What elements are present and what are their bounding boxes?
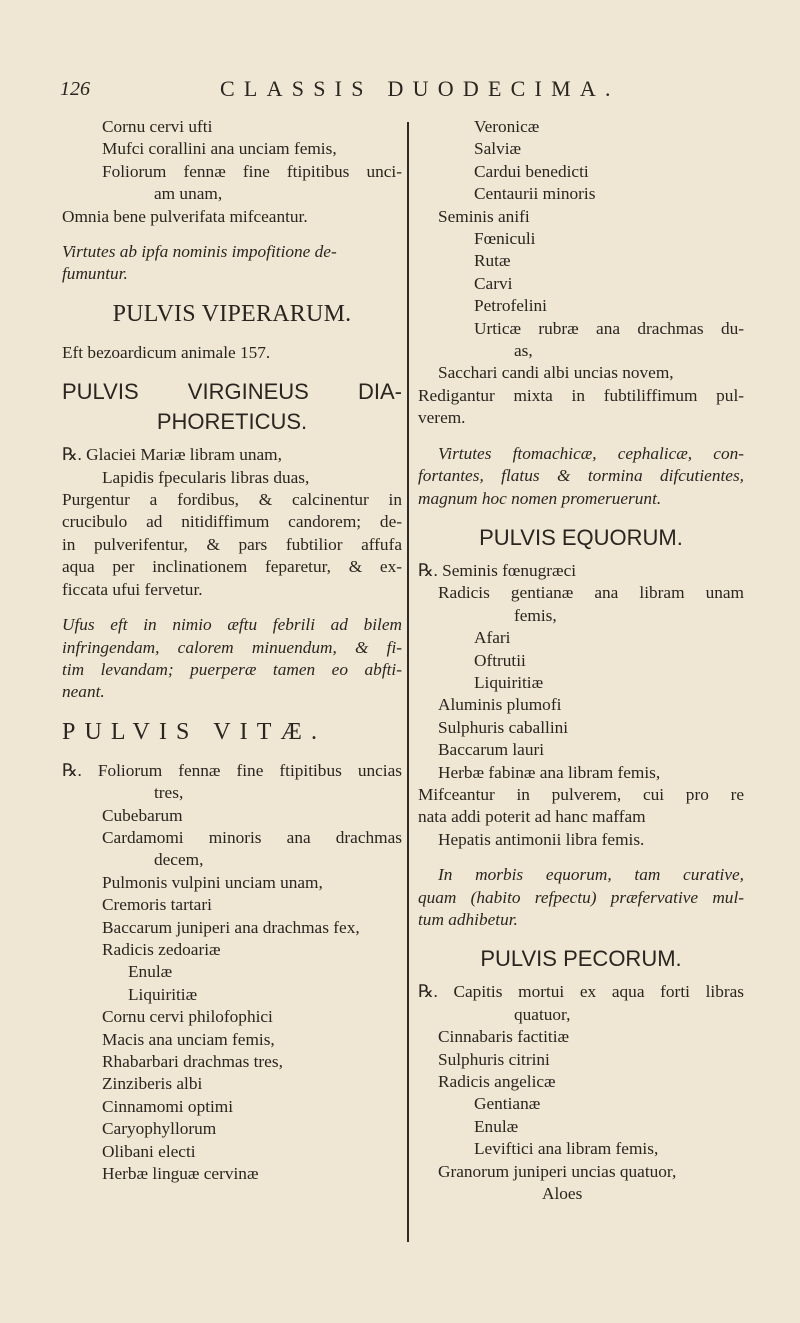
spacer — [62, 228, 402, 241]
text-line: Redigantur mixta in fubtiliffimum pul- — [418, 385, 744, 405]
text-line: Gentianæ — [474, 1094, 541, 1114]
text-line: Afari — [474, 628, 511, 648]
text-line: ℞. Seminis fœnugræci — [418, 560, 577, 580]
text-line: Baccarum lauri — [438, 740, 545, 760]
text-line: Enulæ — [474, 1116, 519, 1136]
text-line: ℞. Capitis mortui ex aqua forti libras — [418, 982, 744, 1002]
text-line: Granorum juniperi uncias quatuor, — [438, 1161, 677, 1181]
text-line: Radicis angelicæ — [438, 1072, 556, 1092]
section-heading: PHORETICUS. — [156, 409, 308, 435]
text-line: verem. — [418, 408, 466, 428]
spacer — [418, 553, 744, 560]
text-line: Fœniculi — [474, 229, 536, 249]
text-line: quatuor, — [514, 1004, 571, 1024]
text-line: Mufci corallini ana unciam femis, — [102, 139, 337, 159]
text-line: Cinnamomi optimi — [102, 1096, 234, 1116]
text-line: Petrofelini — [474, 296, 547, 316]
spacer — [62, 437, 402, 444]
text-line: Cubebarum — [102, 805, 183, 825]
text-line: ficcata ufui fervetur. — [62, 579, 203, 599]
text-line: Lapidis fpecularis libras duas, — [102, 467, 310, 487]
text-line: quam (habito refpectu) præfervative mul- — [418, 887, 744, 907]
text-line: Virtutes ab ipfa nominis impofitione de- — [62, 242, 337, 262]
text-line: fortantes, flatus & tormina difcutientes, — [418, 466, 744, 486]
text-line: Olibani electi — [102, 1141, 196, 1161]
section-heading: PULVIS VIPERARUM. — [112, 300, 352, 327]
spacer — [418, 851, 744, 864]
text-line: Cremoris tartari — [102, 895, 212, 915]
section-heading: PULVIS VITÆ. — [62, 718, 327, 745]
text-line: fumuntur. — [62, 264, 128, 284]
text-line: Enulæ — [128, 962, 173, 982]
text-line: decem, — [154, 850, 204, 870]
text-line: Hepatis antimonii libra femis. — [438, 829, 645, 849]
text-line: Zinziberis albi — [102, 1074, 203, 1094]
text-line: Centaurii minoris — [474, 184, 596, 204]
text-line: Foliorum fennæ fine ftipitibus unci- — [102, 161, 402, 181]
spacer — [62, 747, 402, 760]
text-line: ℞. Foliorum fennæ fine ftipitibus uncias — [62, 760, 402, 780]
text-line: Ufus eft in nimio æftu febrili ad bilem — [62, 615, 402, 635]
section-heading: PULVIS EQUORUM. — [479, 524, 683, 550]
text-line: crucibulo ad nitidiffimum candorem; de- — [62, 512, 402, 532]
spacer — [62, 364, 402, 377]
spacer — [418, 510, 744, 523]
text-line: aqua per inclinationem feparetur, & ex- — [62, 557, 402, 577]
text-line: Cinnabaris factitiæ — [438, 1027, 570, 1047]
text-line: Baccarum juniperi ana drachmas fex, — [102, 917, 360, 937]
text-line: Seminis anifi — [438, 206, 530, 226]
text-line: Macis ana unciam femis, — [102, 1029, 275, 1049]
page-header — [60, 78, 750, 108]
text-line: Cornu cervi ufti — [102, 117, 213, 136]
text-line: Urticæ rubræ ana drachmas du- — [474, 318, 744, 338]
left-column — [62, 116, 402, 1185]
section-heading: PULVIS PECORUM. — [480, 946, 682, 972]
section-heading: PULVIS VIRGINEUS DIA- — [62, 379, 402, 405]
text-line: Sacchari candi albi uncias novem, — [438, 363, 674, 383]
text-line: as, — [514, 341, 533, 361]
page-number: 126 — [60, 78, 90, 100]
text-line: Virtutes ftomachicæ, cephalicæ, con- — [438, 443, 744, 463]
text-line: Carvi — [474, 273, 513, 293]
text-line: Aluminis plumofi — [438, 695, 562, 715]
text-line: Pulmonis vulpini unciam unam, — [102, 872, 323, 892]
spacer — [62, 329, 402, 342]
text-line: Liquiritiæ — [474, 672, 544, 692]
text-line: Mifceantur in pulverem, cui pro re — [418, 784, 744, 804]
text-line: Aloes — [542, 1184, 583, 1204]
text-line: Herbæ fabinæ ana libram femis, — [438, 762, 661, 782]
spacer — [418, 974, 744, 981]
spacer — [62, 286, 402, 299]
text-line: Veronicæ — [474, 117, 540, 136]
text-line: Leviftici ana libram femis, — [474, 1139, 659, 1159]
text-line: ℞. Glaciei Mariæ libram unam, — [62, 445, 282, 465]
text-line: Radicis gentianæ ana libram unam — [438, 583, 744, 603]
text-line: Oftrutii — [474, 650, 526, 670]
text-line: tim levandam; puerperæ tamen eo abfti- — [62, 659, 402, 679]
text-line: Sulphuris caballini — [438, 717, 569, 737]
text-line: neant. — [62, 682, 105, 702]
right-column — [418, 116, 744, 1205]
spacer — [418, 430, 744, 443]
text-line: Rhabarbari drachmas tres, — [102, 1052, 283, 1071]
text-line: Cornu cervi philofophici — [102, 1007, 273, 1027]
text-line: Caryophyllorum — [102, 1119, 217, 1139]
text-line: Salviæ — [474, 139, 522, 159]
text-line: femis, — [514, 605, 557, 625]
text-line: Herbæ linguæ cervinæ — [102, 1164, 259, 1184]
running-head: CLASSIS DUODECIMA. — [220, 76, 620, 101]
text-line: Rutæ — [474, 251, 511, 271]
text-line: infringendam, calorem minuendum, & fi- — [62, 637, 402, 657]
text-line: am unam, — [154, 184, 223, 204]
text-line: Sulphuris citrini — [438, 1049, 550, 1069]
text-line: in pulverifentur, & pars fubtilior affufa — [62, 534, 402, 554]
text-line: Cardui benedicti — [474, 161, 589, 181]
spacer — [418, 931, 744, 944]
text-line: Eft bezoardicum animale 157. — [62, 342, 271, 362]
text-line: Cardamomi minoris ana drachmas — [102, 827, 402, 847]
text-line: nata addi poterit ad hanc maffam — [418, 807, 646, 827]
text-line: Radicis zedoariæ — [102, 939, 221, 959]
spacer — [62, 601, 402, 614]
text-line: tres, — [154, 783, 184, 803]
text-line: Omnia bene pulverifata mifceantur. — [62, 206, 308, 226]
text-line: tum adhibetur. — [418, 910, 518, 929]
text-line: Purgentur a fordibus, & calcinentur in — [62, 490, 402, 510]
spacer — [62, 704, 402, 717]
column-rule — [407, 122, 409, 1242]
text-line: In morbis equorum, tam curative, — [438, 865, 744, 885]
text-line: magnum hoc nomen promeruerunt. — [418, 488, 662, 508]
text-line: Liquiritiæ — [128, 984, 198, 1004]
